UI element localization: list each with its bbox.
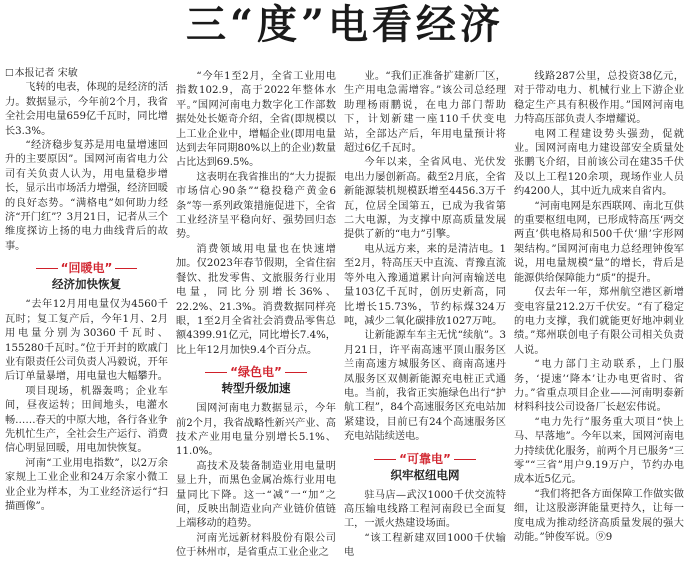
- title-rule: [285, 372, 307, 373]
- paragraph: “我们将把各方面保障工作做实做细，让这股澎湃能量更持久，让每一度电成为推动经济高质量发展的强大动能。”钟俊军说。⑨9: [514, 488, 684, 543]
- paragraph: 项目现场，机器轰鸣；企业车间，昼夜运转；田间地头，电灌水畅……春天的中原大地，各行各业争先机忙生产，全社会生产运行、消费信心明显回暖，用电加快恢复。: [5, 385, 168, 455]
- paragraph: “今年1至2月，全省工业用电指数102.9，高于2022年整体水平。”国网河南电力数字化工作部数据处处长姬奇介绍，全省(即规模以上工业企业中，增幅企业(即用电量达到去年同期80%以上的企业)数量占比达到69.5%。: [176, 71, 336, 169]
- section-title: “回暖电”: [5, 260, 168, 276]
- headline: 三“度”电看经济: [185, 1, 504, 48]
- section-title: “可靠电”: [344, 451, 506, 467]
- title-rule: [454, 459, 476, 460]
- section-subtitle: 织牢枢纽电网: [390, 467, 460, 482]
- paragraph: 今年以来，全省风电、光伏发电出力屡创新高。截至2月底，全省新能源装机规模跃增至4456.3万千瓦，位居全国第五，已成为我省第二大电源，为支撑中原高质量发展提供了新的“电力”引擎。: [344, 157, 506, 241]
- section-heading-reliable: [344, 451, 506, 483]
- paragraph: “去年12月用电量仅为4560千瓦时；复工复产后，今年1月、2月用电量分别为30360千瓦时、155280千瓦时。”位于开封的欧戚门业有限责任公司负责人冯毅说，开年后订单量暴增，用电量也大幅攀升。: [5, 299, 168, 383]
- section-heading-green: [176, 364, 336, 396]
- paragraph: 仅去年一年，郑州航空港区新增变电容量212.2万千伏安。“有了稳定的电力支撑，我们就能更好地冲刺业绩。”郑州联创电子有限公司相关负责人说。: [514, 287, 684, 356]
- article-column-2: [176, 70, 336, 559]
- paragraph: “电力部门主动联系，上门服务，‘提速’‘降本’让办电更省时、省力。”省重点项目企业——河南明泰新材料科技公司设备厂长赵宏伟说。: [514, 359, 684, 414]
- byline: [5, 66, 168, 81]
- title-rule: [205, 372, 227, 373]
- paragraph: 河南光远新材料股份有限公司位于林州市，是省重点工业企业之: [176, 532, 336, 559]
- paragraph: “河南电网是东西联网、南北互供的重要枢纽电网，已形成特高压‘两交两直’供电格局和500千伏‘鼎’字形网架结构。”国网河南电力总经理钟俊军说，用电量规模“量”的增长，背后是能源供给保障能力“质”的提升。: [514, 200, 684, 284]
- title-rule: [36, 268, 58, 269]
- paragraph: “经济稳步复苏是用电量增速回升的主要原因”。国网河南省电力公司有关负责人认为，用电量稳步增长，显示出市场活力增强，经济回暖的良好态势。“满格电”如何助力经济“开门红”？3月21日，记者从三个维度探访上扬的电力曲线背后的故事。: [5, 140, 168, 252]
- paragraph: 线路287公里，总投资38亿元，对于带动电力、机械行业上下游企业稳定生产具有积极作用。”国网河南电力特高压部负责人李增耀说。: [514, 71, 684, 126]
- section-title: “绿色电”: [176, 364, 336, 380]
- paragraph: 让新能源车车主无忧“续航”。3月21日，许平南高速平顶山服务区兰南高速方城服务区、商南高速丹凤服务区双侧新能源充电桩正式通电。当前，我省正实施绿色出行“护航工程”，84个高速服务区充电站加紧建设，目前已有24个高速服务区充电站陆续送电。: [344, 330, 506, 443]
- byline-label: 本报记者: [14, 68, 55, 79]
- paragraph: 驻马店—武汉1000千伏交流特高压输电线路工程河南段已全面复工，一派火热建设场面。: [344, 489, 506, 530]
- paragraph: 业。“我们正准备扩建新厂区，生产用电急需增容。”该公司总经理助理杨雨鹏说，在电力部门帮助下，计划新建一座110千伏变电站，全部达产后，年用电量预计将超过6亿千瓦时。: [344, 71, 506, 155]
- byline-box-icon: □: [5, 68, 14, 78]
- article-column-1: [5, 66, 169, 512]
- section-subtitle: 经济加快恢复: [52, 277, 121, 292]
- paragraph: 电从远方来，来的是清洁电。1至2月，特高压天中直流、青豫直流等外电入豫通道累计向河南输送电量103亿千瓦时，创历史新高，同比增长15.73%，节约标煤324万吨，减少二氧化碳排放1027万吨。: [344, 243, 506, 327]
- paragraph: 国网河南电力数据显示，今年前2个月，我省战略性新兴产业、高技术产业用电量分别增长5.1%、11.0%。: [176, 403, 336, 458]
- byline-author: 宋敏: [57, 68, 78, 79]
- paragraph: 河南“工业用电指数”，以2万余家规上工业企业和24万余家小微工业企业为样本，为工业经济运行“扫描画像”。: [5, 457, 168, 512]
- paragraph: 高技术及装备制造业用电量明显上升，而黑色金属冶炼行业用电量同比下降。这一“减”一“加”之间，反映出制造业向产业链价值链上端移动的趋势。: [176, 460, 336, 530]
- paragraph: 消费领域用电量也在快速增加。仅2023年春节假期，全省住宿餐饮、批发零售、文旅服务行业用电量，同比分别增长36%、22.2%、21.3%。消费数据同样亮眼，1至2月全省社会消费品零售总额4399.91亿元，同比增长7.4%，比上年12月加快9.4个百分点。: [176, 243, 336, 356]
- title-rule: [374, 459, 396, 460]
- section-heading-recovery: [5, 260, 168, 292]
- article-column-3: [344, 70, 506, 559]
- title-rule: [115, 268, 137, 269]
- paragraph: “该工程新建双回1000千伏输电: [344, 532, 506, 559]
- paragraph: “电力先行”服务重大项目“快上马、早落地”。今年以来，国网河南电力持续优化服务，前两个月已服务“三零”“三省”用户9.19万户，节约办电成本近5亿元。: [514, 416, 684, 486]
- paragraph: 电网工程建设势头强劲，促就业。国网河南电力建设部安全质量处张鹏飞介绍，目前该公司在建35千伏及以上工程120余项，现场作业人员约4200人，其中近九成来自省内。: [514, 128, 684, 198]
- end-mark: ⑨9: [595, 532, 613, 543]
- paragraph: 这表明在我省推出的“大力提振市场信心90条”“稳投稳产黄金6条”等一系列政策措施促进下，全省工业经济呈平稳向好、强势回归态势。: [176, 171, 336, 241]
- section-subtitle: 转型升级加速: [221, 381, 291, 396]
- article-column-4: [514, 70, 684, 543]
- paragraph: 飞转的电表，体现的是经济的活力。数据显示，今年前2个月，我省全社会用电量659亿千瓦时，同比增长3.3%。: [5, 82, 169, 137]
